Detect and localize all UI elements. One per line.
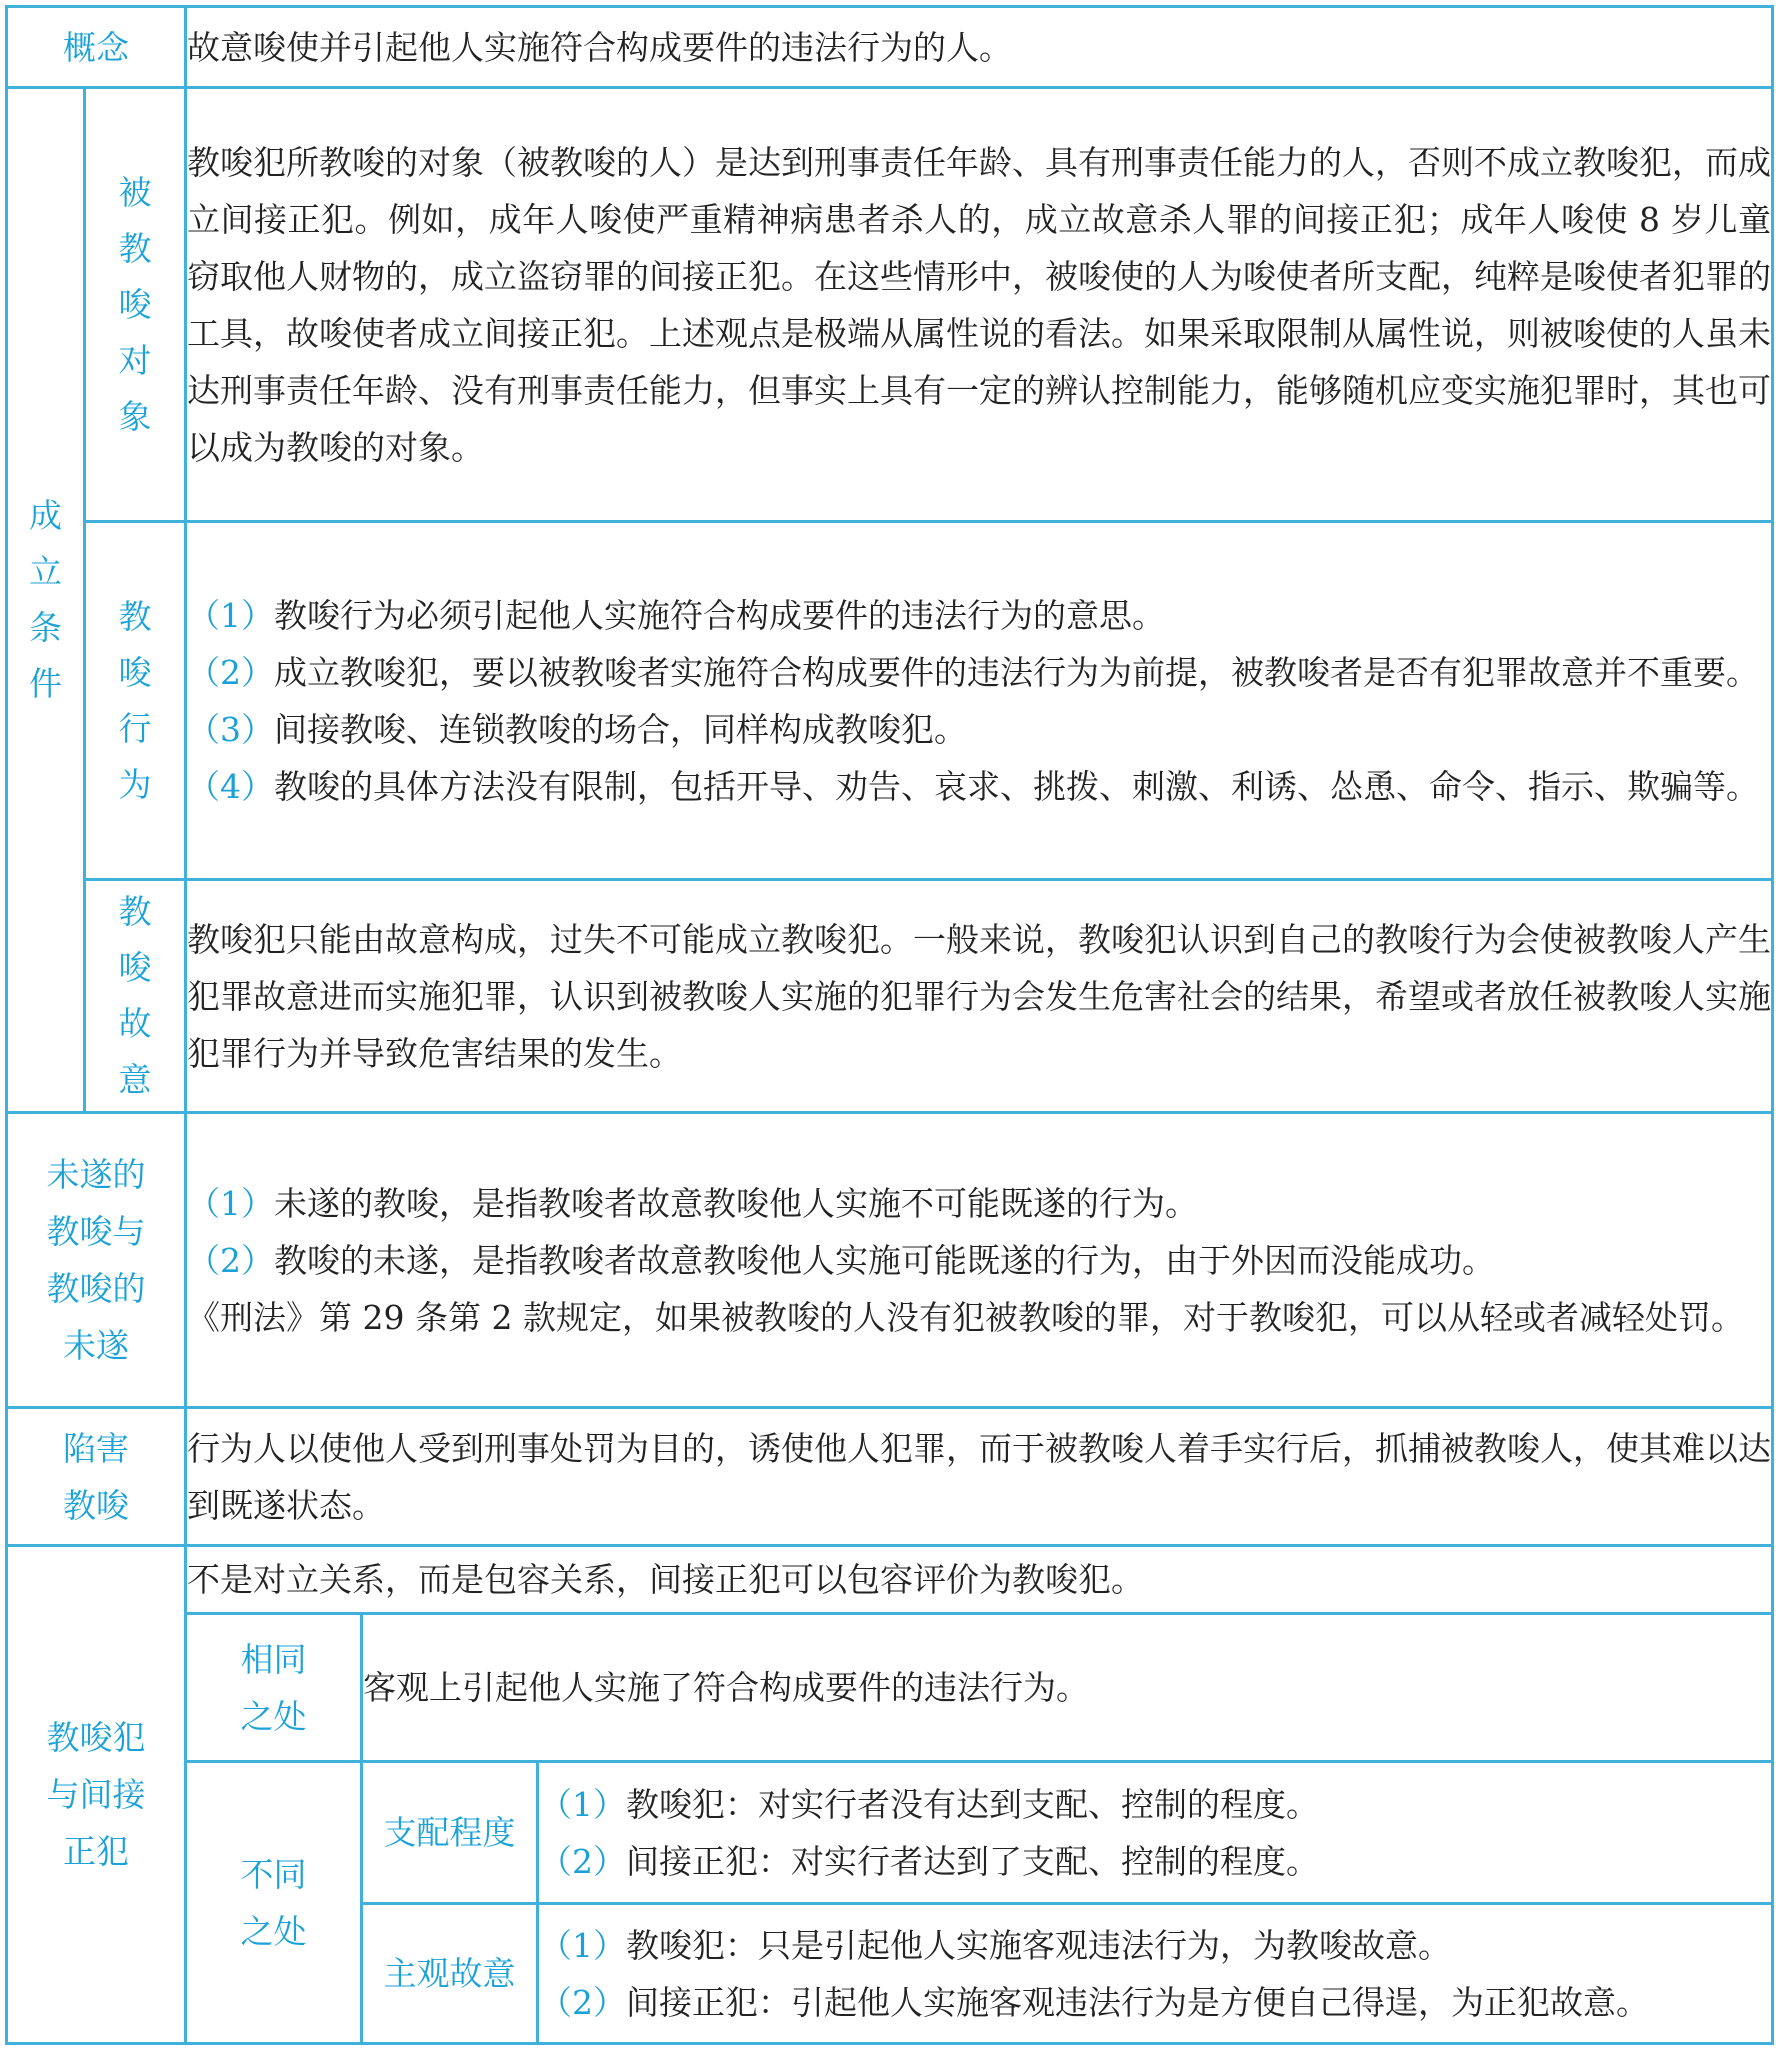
instigator-table: [5, 5, 1774, 2045]
label-comparison: 教唆犯 与间接 正犯: [7, 1546, 186, 2044]
label-diff: 不同 之处: [186, 1762, 362, 2044]
attempt-item: （2）教唆的未遂，是指教唆者故意教唆他人实施可能既遂的行为，由于外因而没能成功。: [187, 1240, 1495, 1280]
label-object: 被教唆对象: [85, 88, 186, 522]
label-attempt: 未遂的 教唆与 教唆的 未遂: [7, 1113, 186, 1408]
label-subjective: 主观故意: [362, 1904, 538, 2044]
label-conditions: 成立条件: [7, 88, 85, 1113]
attempt-item: （1）未遂的教唆，是指教唆者故意教唆他人实施不可能既遂的行为。: [187, 1183, 1198, 1223]
entrapment-text: 行为人以使他人受到刑事处罚为目的，诱使他人犯罪，而于被教唆人着手实行后，抓捕被教唆人，使其难以达到既遂状态。: [186, 1408, 1773, 1546]
comparison-summary: 不是对立关系，而是包容关系，间接正犯可以包容评价为教唆犯。: [186, 1546, 1773, 1614]
row-intent: [7, 880, 1773, 1113]
act-item: （4）教唆的具体方法没有限制，包括开导、劝告、哀求、挑拨、刺激、利诱、怂恿、命令、指示、欺骗等。: [187, 766, 1759, 806]
row-object: [7, 88, 1773, 522]
label-intent: 教唆故意: [85, 880, 186, 1113]
control-item: （1）教唆犯：对实行者没有达到支配、控制的程度。: [539, 1784, 1319, 1824]
same-text: 客观上引起他人实施了符合构成要件的违法行为。: [362, 1614, 1773, 1762]
subjective-list: [538, 1904, 1773, 2044]
attempt-list: [186, 1113, 1773, 1408]
act-item: （3）间接教唆、连锁教唆的场合，同样构成教唆犯。: [187, 709, 967, 749]
row-control: [7, 1762, 1773, 1904]
subjective-item: （2）间接正犯：引起他人实施客观违法行为是方便自己得逞，为正犯故意。: [539, 1982, 1649, 2022]
row-act: [7, 522, 1773, 880]
row-same: [7, 1614, 1773, 1762]
label-concept: 概念: [7, 7, 186, 88]
label-act: 教唆行为: [85, 522, 186, 880]
label-same: 相同 之处: [186, 1614, 362, 1762]
control-item: （2）间接正犯：对实行者达到了支配、控制的程度。: [539, 1841, 1319, 1881]
subjective-item: （1）教唆犯：只是引起他人实施客观违法行为，为教唆故意。: [539, 1925, 1451, 1965]
row-attempt: [7, 1113, 1773, 1408]
object-text: 教唆犯所教唆的对象（被教唆的人）是达到刑事责任年龄、具有刑事责任能力的人，否则不成立教唆犯，而成立间接正犯。例如，成年人唆使严重精神病患者杀人的，成立故意杀人罪的间接正犯；成年人唆使 8 岁儿童窃取他人财物的，成立盗窃罪的间接正犯。在这些情形中，被唆使的人为唆使者所支配，纯粹是唆使者犯罪的工具，故唆使者成立间接正犯。上述观点是极端从属性说的看法。如果采取限制从属性说，则被唆使的人虽未达刑事责任年龄、没有刑事责任能力，但事实上具有一定的辨认控制能力，能够随机应变实施犯罪时，其也可以成为教唆的对象。: [186, 88, 1773, 522]
row-comparison-summary: [7, 1546, 1773, 1614]
act-item: （1）教唆行为必须引起他人实施符合构成要件的违法行为的意思。: [187, 595, 1165, 635]
label-entrapment: 陷害 教唆: [7, 1408, 186, 1546]
label-control: 支配程度: [362, 1762, 538, 1904]
act-list: [186, 522, 1773, 880]
row-concept: [7, 7, 1773, 88]
control-list: [538, 1762, 1773, 1904]
attempt-law: 《刑法》第 29 条第 2 款规定，如果被教唆的人没有犯被教唆的罪，对于教唆犯，可以从轻或者减轻处罚。: [187, 1297, 1744, 1337]
act-item: （2）成立教唆犯，要以被教唆者实施符合构成要件的违法行为为前提，被教唆者是否有犯罪故意并不重要。: [187, 652, 1759, 692]
concept-text: 故意唆使并引起他人实施符合构成要件的违法行为的人。: [186, 7, 1773, 88]
row-entrapment: [7, 1408, 1773, 1546]
intent-text: 教唆犯只能由故意构成，过失不可能成立教唆犯。一般来说，教唆犯认识到自己的教唆行为会使被教唆人产生犯罪故意进而实施犯罪，认识到被教唆人实施的犯罪行为会发生危害社会的结果，希望或者放任被教唆人实施犯罪行为并导致危害结果的发生。: [186, 880, 1773, 1113]
